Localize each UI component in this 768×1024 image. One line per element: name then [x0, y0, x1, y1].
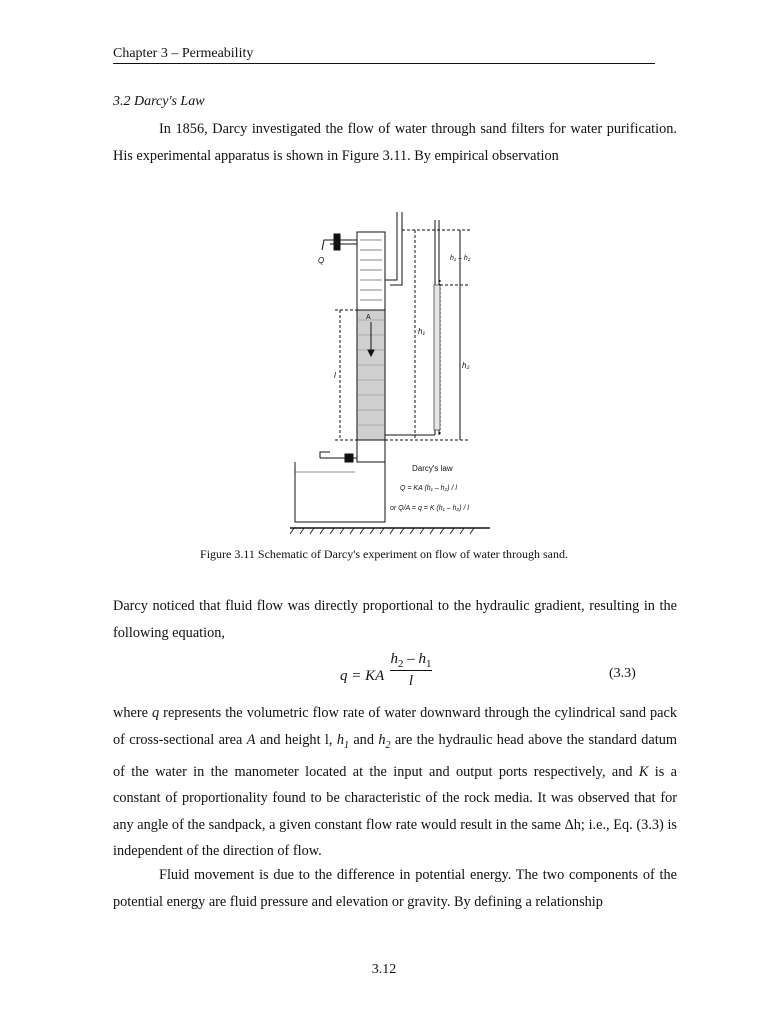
equation-numerator: $h_2 - h_1$: [390, 648, 432, 671]
label-l: l: [334, 371, 336, 380]
equation-lhs: q = KA: [340, 668, 385, 684]
label-law-line2: or Q/A = q = K (h₁ – h₂) / l: [390, 505, 469, 512]
paragraph-intro: In 1856, Darcy investigated the flow of water through sand filters for water purification. His experimental apparatus is shown in Figure 3.11. By empirical observation: [113, 121, 677, 164]
paragraph-where: where q represents the volumetric flow rate of water downward through the cylindrical sand pack of cross-sectional area A and height l, $h_1$ and $h_2$ are the hydraulic head above the standard datum of the water in the manometer located at the input and output ports respectively, and K is a constant of proportionality found to be characteristic of the rock media. It was observed that for any angle of the sandpack, a given constant flow rate would result in the same Δh; i.e., Eq. (3.3) is independent of the direction of flow.: [113, 705, 678, 860]
equation-number: (3.3): [609, 666, 636, 681]
paragraph-fluid-movement: Fluid movement is due to the difference in potential energy. The two components of the potential energy are fluid pressure and elevation or gravity. By defining a relationship: [113, 867, 677, 910]
paragraph-darcy-noticed: Darcy noticed that fluid flow was directly proportional to the hydraulic gradient, resulting in the following equation,: [113, 598, 677, 641]
label-law-title: Darcy's law: [412, 464, 453, 473]
label-law-line1: Q = KA (h₁ – h₂) / l: [400, 485, 457, 492]
running-header: Chapter 3 – Permeability: [113, 46, 655, 64]
label-A: A: [366, 314, 371, 321]
label-h1-h2: h₁ – h₂: [450, 255, 471, 262]
equation-denominator: l: [408, 673, 414, 689]
section-title: 3.2 Darcy's Law: [113, 94, 205, 109]
page-number: 3.12: [371, 962, 397, 977]
label-Q: Q: [318, 256, 325, 265]
label-h1: h₁: [418, 327, 425, 336]
figure-caption: Figure 3.11 Schematic of Darcy's experiment on flow of water through sand.: [200, 547, 568, 561]
equation-fraction: [390, 648, 432, 691]
darcy-apparatus-figure: [290, 210, 490, 540]
label-h2: h₂: [462, 361, 470, 370]
